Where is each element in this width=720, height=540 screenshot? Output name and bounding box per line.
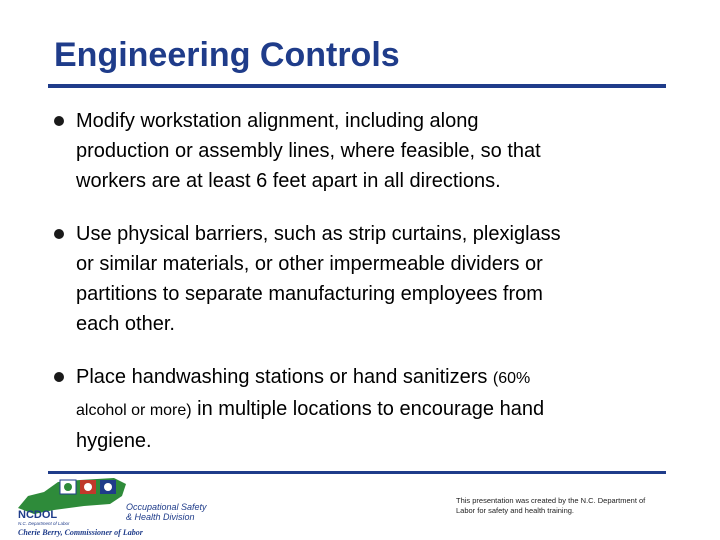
logo-commissioner: Cherie Berry, Commissioner of Labor	[18, 528, 143, 537]
bullet-dot-icon	[54, 229, 64, 239]
footer-credit	[456, 496, 666, 516]
bullet-small-text: (60%	[492, 370, 531, 387]
bullet-item-1	[52, 106, 672, 196]
logo-subtitle: N.C. Department of Labor	[18, 521, 70, 526]
bullet-line: Modify workstation alignment, including along	[76, 110, 479, 132]
bullet-line: Use physical barriers, such as strip curtains, plexiglass	[76, 223, 561, 245]
bullet-item-2	[52, 219, 672, 339]
credit-line: This presentation was created by the N.C. Department of	[456, 496, 646, 505]
bullet-dot-icon	[54, 116, 64, 126]
bullet-small-text: alcohol or more)	[76, 402, 192, 419]
bullet-dot-icon	[54, 372, 64, 382]
logo-division-line-1: Occupational Safety	[126, 502, 207, 512]
bullet-text: in multiple locations to encourage hand	[191, 398, 545, 420]
bullet-line: partitions to separate manufacturing employees from	[76, 283, 543, 305]
bullet-line: each other.	[76, 313, 175, 335]
bullet-line: hygiene.	[76, 430, 152, 452]
bullet-line: or similar materials, or other impermeable dividers or	[76, 253, 543, 275]
bullet-line: production or assembly lines, where feasible, so that	[76, 140, 541, 162]
credit-line: Labor for safety and health training.	[456, 506, 574, 515]
bullet-list	[52, 106, 672, 456]
title-divider	[48, 84, 666, 88]
bullet-line: workers are at least 6 feet apart in all directions.	[76, 170, 501, 192]
bullet-text: Place handwashing stations or hand sanitizers	[76, 366, 493, 388]
bullet-line	[76, 362, 672, 394]
slide-title: Engineering Controls	[54, 36, 400, 74]
ncdol-logo	[14, 474, 224, 538]
bullet-line	[76, 394, 672, 426]
logo-name: NCDOL	[18, 509, 58, 521]
bullet-item-3	[52, 362, 672, 456]
logo-division-line-2: & Health Division	[126, 512, 195, 522]
